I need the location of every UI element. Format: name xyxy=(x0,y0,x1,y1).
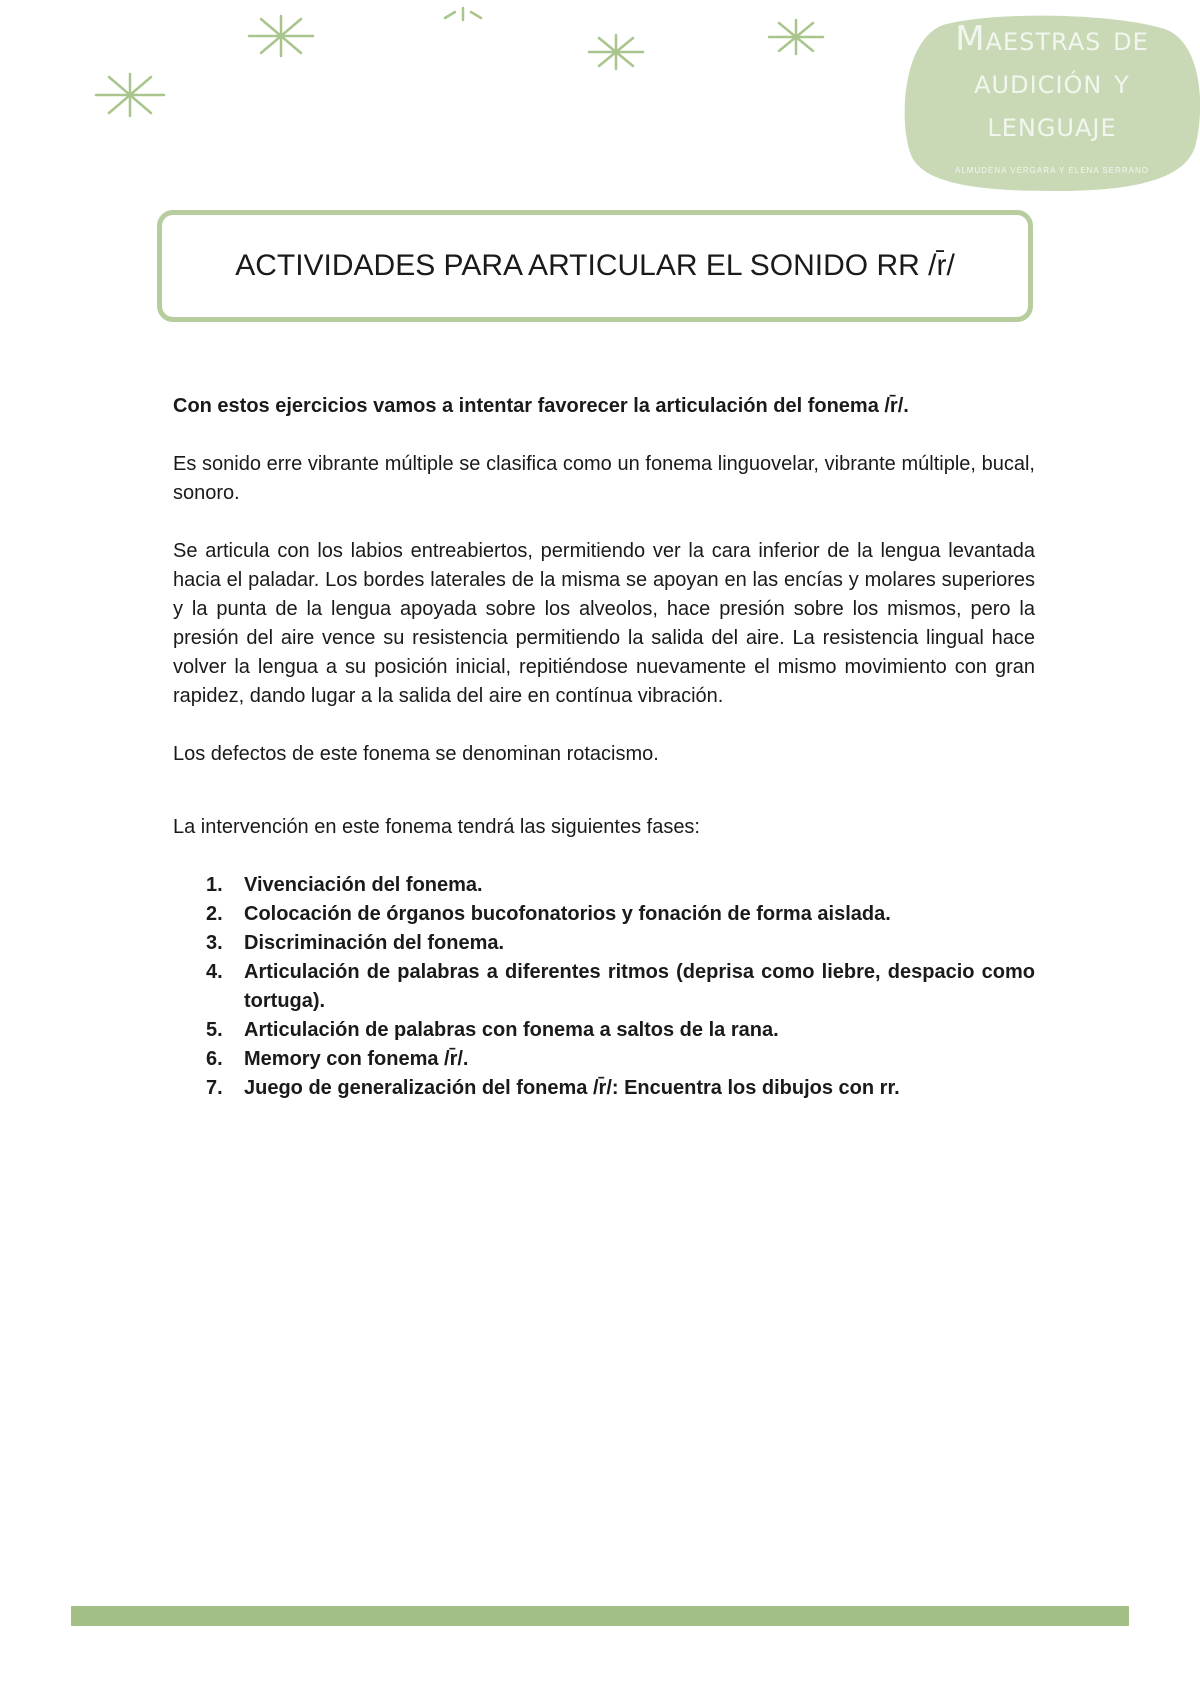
articulation-paragraph: Se articula con los labios entreabiertos, permitiendo ver la cara inferior de la lengua levantada hacia el paladar. Los bordes laterales de la misma se apoyan en las encías y molares superiores y la punta de la lengua apoyada sobre los alveolos, hace presión sobre los mismos, pero la presión del aire vence su resistencia permitiendo la salida del aire. La resistencia lingual hace volver la lengua a su posición inicial, repitiéndose nuevamente el mismo movimiento con gran rapidez, dando lugar a la salida del aire en contínua vibración. xyxy=(173,540,1035,707)
asterisk-star-icon xyxy=(445,8,481,20)
list-item xyxy=(173,1016,1035,1045)
list-item-text: Discriminación del fonema. xyxy=(244,932,505,954)
list-item xyxy=(173,929,1035,958)
asterisk-star-icon xyxy=(249,16,313,56)
defects-paragraph: Los defectos de este fonema se denominan rotacismo. xyxy=(173,743,659,765)
asterisk-star-icon xyxy=(769,20,823,54)
list-number: 7. xyxy=(206,1077,223,1099)
list-number: 1. xyxy=(206,874,223,896)
logo-line: lenguaje xyxy=(987,105,1117,145)
logo-line: audición y xyxy=(974,62,1130,102)
logo-line: Maestras de xyxy=(955,19,1149,59)
page-title: ACTIVIDADES PARA ARTICULAR EL SONIDO RR /r̄/ xyxy=(235,249,955,282)
phases-list xyxy=(173,871,1035,1103)
logo xyxy=(903,18,1200,168)
list-item-text: Juego de generalización del fonema /r̄/: Encuentra los dibujos con rr. xyxy=(244,1077,900,1099)
list-number: 2. xyxy=(206,903,223,925)
list-item-text: Vivenciación del fonema. xyxy=(244,874,483,896)
list-item-text: Articulación de palabras con fonema a saltos de la rana. xyxy=(244,1019,779,1041)
classification-paragraph: Es sonido erre vibrante múltiple se clasifica como un fonema linguovelar, vibrante múltiple, bucal, sonoro. xyxy=(173,453,1035,504)
list-item-text: Memory con fonema /r̄/. xyxy=(244,1048,469,1070)
list-number: 5. xyxy=(206,1019,223,1041)
list-number: 6. xyxy=(206,1048,223,1070)
list-item xyxy=(173,958,1035,1016)
list-number: 4. xyxy=(206,961,223,983)
asterisk-star-icon xyxy=(96,74,164,116)
list-item xyxy=(173,1074,1035,1103)
list-item xyxy=(173,871,1035,900)
list-item xyxy=(173,1045,1035,1074)
document-body xyxy=(173,392,1035,1103)
title-box xyxy=(157,210,1033,322)
logo-subtitle: ALMUDENA VERGARA Y ELENA SERRANO xyxy=(955,166,1149,175)
footer-bar xyxy=(71,1606,1129,1626)
intro-paragraph: Con estos ejercicios vamos a intentar favorecer la articulación del fonema /r̄/. xyxy=(173,395,909,417)
list-item xyxy=(173,900,1035,929)
list-number: 3. xyxy=(206,932,223,954)
phases-intro: La intervención en este fonema tendrá las siguientes fases: xyxy=(173,816,700,838)
list-item-text: Articulación de palabras a diferentes ritmos (deprisa como liebre, despacio como tortuga). xyxy=(244,961,1035,1012)
asterisk-star-icon xyxy=(589,35,643,69)
list-item-text: Colocación de órganos bucofonatorios y fonación de forma aislada. xyxy=(244,903,891,925)
